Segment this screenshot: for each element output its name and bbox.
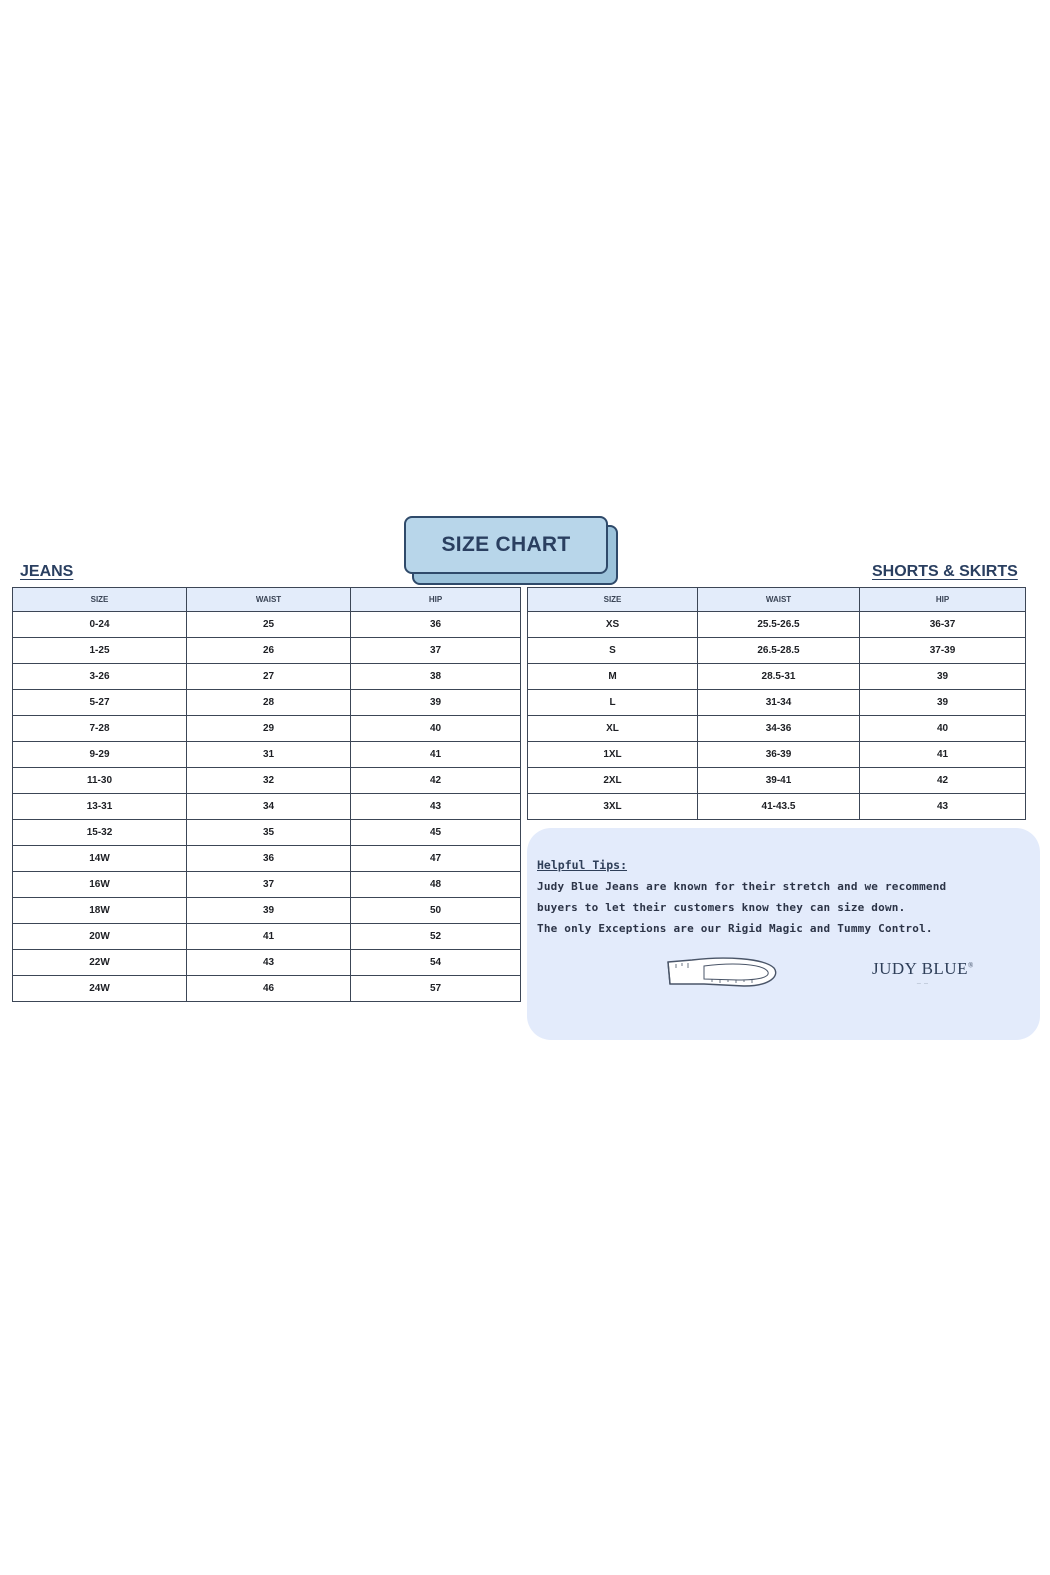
cell-waist: 25.5-26.5	[698, 612, 860, 638]
cell-size: 24W	[13, 976, 187, 1002]
table-row	[528, 794, 1026, 820]
cell-hip: 40	[860, 716, 1026, 742]
cell-size: 9-29	[13, 742, 187, 768]
cell-waist: 39	[187, 898, 351, 924]
cell-size: 18W	[13, 898, 187, 924]
tip-line: The only Exceptions are our Rigid Magic and Tummy Control.	[537, 922, 933, 935]
cell-hip: 37-39	[860, 638, 1026, 664]
table-row	[528, 716, 1026, 742]
cell-hip: 47	[351, 846, 521, 872]
table-row	[528, 768, 1026, 794]
cell-waist: 36	[187, 846, 351, 872]
column-header-waist: WAIST	[698, 588, 860, 612]
cell-size: L	[528, 690, 698, 716]
cell-waist: 34-36	[698, 716, 860, 742]
cell-size: 5-27	[13, 690, 187, 716]
cell-hip: 42	[860, 768, 1026, 794]
cell-hip: 39	[860, 664, 1026, 690]
page-title: SIZE CHART	[441, 533, 571, 556]
logo-registered-mark: ®	[967, 961, 974, 970]
table-row	[528, 690, 1026, 716]
cell-hip: 43	[351, 794, 521, 820]
tips-heading: Helpful Tips:	[537, 858, 628, 872]
cell-hip: 38	[351, 664, 521, 690]
table-header-row	[13, 588, 521, 612]
cell-size: M	[528, 664, 698, 690]
cell-size: 3XL	[528, 794, 698, 820]
cell-waist: 32	[187, 768, 351, 794]
helpful-tips-box	[527, 828, 1040, 1040]
cell-size: 20W	[13, 924, 187, 950]
cell-hip: 39	[351, 690, 521, 716]
cell-hip: 36-37	[860, 612, 1026, 638]
shorts-skirts-size-table	[527, 587, 1026, 820]
cell-waist: 35	[187, 820, 351, 846]
table-row	[13, 664, 521, 690]
table-header-row	[528, 588, 1026, 612]
cell-waist: 28	[187, 690, 351, 716]
cell-size: 7-28	[13, 716, 187, 742]
column-header-size: SIZE	[528, 588, 698, 612]
table-row	[13, 872, 521, 898]
cell-waist: 28.5-31	[698, 664, 860, 690]
cell-hip: 41	[351, 742, 521, 768]
cell-waist: 36-39	[698, 742, 860, 768]
cell-hip: 40	[351, 716, 521, 742]
column-header-hip: HIP	[351, 588, 521, 612]
size-chart-title-badge	[404, 516, 608, 574]
table-row	[13, 794, 521, 820]
cell-waist: 41-43.5	[698, 794, 860, 820]
shorts-skirts-section-title: SHORTS & SKIRTS	[872, 563, 1018, 580]
cell-size: 14W	[13, 846, 187, 872]
cell-hip: 54	[351, 950, 521, 976]
column-header-waist: WAIST	[187, 588, 351, 612]
cell-size: 1-25	[13, 638, 187, 664]
column-header-size: SIZE	[13, 588, 187, 612]
table-row	[13, 768, 521, 794]
cell-waist: 26	[187, 638, 351, 664]
cell-size: 0-24	[13, 612, 187, 638]
cell-size: 13-31	[13, 794, 187, 820]
cell-hip: 37	[351, 638, 521, 664]
cell-hip: 39	[860, 690, 1026, 716]
cell-size: XS	[528, 612, 698, 638]
table-row	[528, 612, 1026, 638]
cell-waist: 39-41	[698, 768, 860, 794]
cell-waist: 41	[187, 924, 351, 950]
cell-waist: 26.5-28.5	[698, 638, 860, 664]
cell-size: 22W	[13, 950, 187, 976]
cell-size: 2XL	[528, 768, 698, 794]
cell-size: S	[528, 638, 698, 664]
table-row	[13, 742, 521, 768]
measuring-tape-icon	[664, 954, 780, 990]
cell-hip: 50	[351, 898, 521, 924]
cell-waist: 31	[187, 742, 351, 768]
table-row	[13, 820, 521, 846]
table-row	[13, 716, 521, 742]
cell-hip: 57	[351, 976, 521, 1002]
tip-line: Judy Blue Jeans are known for their stretch and we recommend	[537, 880, 947, 893]
cell-waist: 46	[187, 976, 351, 1002]
tip-line: buyers to let their customers know they can size down.	[537, 901, 906, 914]
table-row	[528, 638, 1026, 664]
table-row	[13, 612, 521, 638]
cell-hip: 42	[351, 768, 521, 794]
cell-size: 1XL	[528, 742, 698, 768]
jeans-section-title: JEANS	[20, 563, 74, 580]
table-row	[528, 742, 1026, 768]
jeans-size-table	[12, 587, 521, 1002]
shorts-table-body	[528, 612, 1026, 820]
cell-hip: 43	[860, 794, 1026, 820]
cell-waist: 29	[187, 716, 351, 742]
table-row	[13, 638, 521, 664]
cell-hip: 36	[351, 612, 521, 638]
cell-waist: 37	[187, 872, 351, 898]
judy-blue-logo	[872, 959, 974, 985]
table-row	[13, 898, 521, 924]
cell-size: 15-32	[13, 820, 187, 846]
table-row	[13, 976, 521, 1002]
cell-waist: 25	[187, 612, 351, 638]
cell-hip: 48	[351, 872, 521, 898]
jeans-table-body	[13, 612, 521, 1002]
cell-hip: 41	[860, 742, 1026, 768]
logo-subline: — —	[916, 980, 929, 985]
cell-waist: 31-34	[698, 690, 860, 716]
table-row	[13, 924, 521, 950]
column-header-hip: HIP	[860, 588, 1026, 612]
cell-size: 11-30	[13, 768, 187, 794]
logo-text: JUDY BLUE	[872, 959, 968, 978]
cell-waist: 34	[187, 794, 351, 820]
cell-size: XL	[528, 716, 698, 742]
table-row	[13, 846, 521, 872]
cell-waist: 27	[187, 664, 351, 690]
cell-hip: 45	[351, 820, 521, 846]
table-row	[528, 664, 1026, 690]
cell-size: 16W	[13, 872, 187, 898]
table-row	[13, 950, 521, 976]
cell-hip: 52	[351, 924, 521, 950]
table-row	[13, 690, 521, 716]
cell-waist: 43	[187, 950, 351, 976]
cell-size: 3-26	[13, 664, 187, 690]
